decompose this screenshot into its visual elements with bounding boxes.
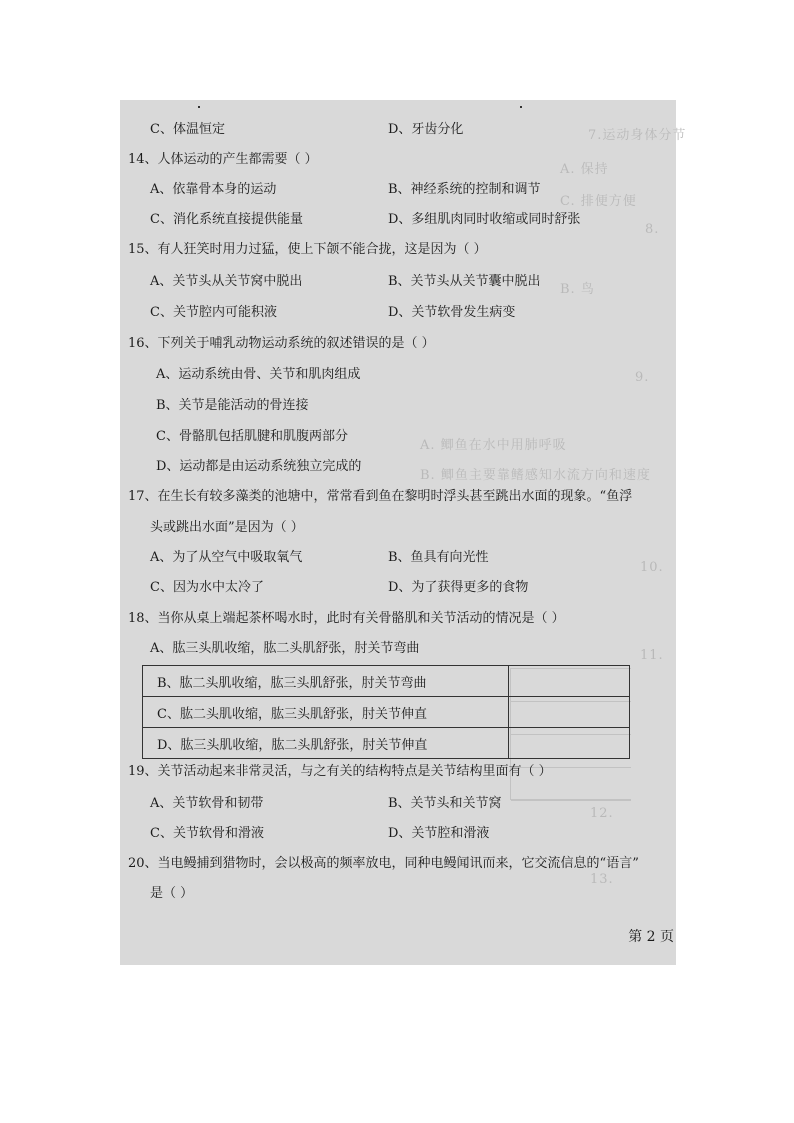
bleed-through-text: B. 鲫鱼主要靠鳍感知水流方向和速度 bbox=[420, 468, 651, 483]
option-d: D、牙齿分化 bbox=[388, 122, 464, 137]
option-b: B、关节头从关节囊中脱出 bbox=[388, 274, 541, 289]
scanned-exam-page bbox=[120, 100, 687, 965]
table-row bbox=[143, 697, 630, 728]
option-c: C、骨骼肌包括肌腱和肌腹两部分 bbox=[156, 429, 348, 444]
option-a: A、关节软骨和韧带 bbox=[150, 796, 264, 811]
option-d: D、多组肌肉同时收缩或同时舒张 bbox=[388, 212, 581, 227]
option-c: C、关节软骨和滑液 bbox=[150, 826, 264, 841]
question-stem-continued: 头或跳出水面”是因为（ ） bbox=[150, 520, 304, 535]
question-stem-continued: 是（ ） bbox=[150, 886, 194, 901]
option-a: A、依靠骨本身的运动 bbox=[150, 182, 277, 197]
option-b: B、鱼具有向光性 bbox=[388, 550, 489, 565]
option-a: A、肱三头肌收缩，肱二头肌舒张，肘关节弯曲 bbox=[150, 641, 420, 656]
option-d: D、运动都是由运动系统独立完成的 bbox=[156, 459, 362, 474]
question-stem: 14、人体运动的产生都需要（ ） bbox=[128, 152, 318, 167]
bleed-through-text: 13. bbox=[590, 872, 614, 887]
option-c: C、体温恒定 bbox=[150, 122, 225, 137]
table-row bbox=[143, 666, 630, 697]
page-number: 第 2 页 bbox=[628, 929, 674, 945]
blank-cell bbox=[509, 666, 630, 697]
question-stem: 15、有人狂笑时用力过猛，使上下颌不能合拢，这是因为（ ） bbox=[128, 242, 487, 257]
options-table bbox=[142, 665, 630, 759]
option-c: C、消化系统直接提供能量 bbox=[150, 212, 303, 227]
bleed-through-text: 11. bbox=[640, 648, 664, 663]
blank-cell bbox=[509, 728, 630, 759]
option-a: A、运动系统由骨、关节和肌肉组成 bbox=[156, 367, 361, 382]
blank-cell bbox=[509, 697, 630, 728]
bleed-through-text: C. 排便方便 bbox=[560, 194, 637, 209]
question-stem: 20、当电鳗捕到猎物时，会以极高的频率放电，同种电鳗闻讯而来，它交流信息的“语言” bbox=[128, 856, 639, 871]
option-b: B、关节是能活动的骨连接 bbox=[156, 398, 309, 413]
option-d: D、为了获得更多的食物 bbox=[388, 580, 529, 595]
bleed-through-text: A. 保持 bbox=[560, 162, 609, 177]
question-stem: 17、在生长有较多藻类的池塘中，常常看到鱼在黎明时浮头甚至跳出水面的现象。“鱼浮 bbox=[128, 489, 633, 504]
option-c: C、关节腔内可能积液 bbox=[150, 305, 277, 320]
option-c: C、肱二头肌收缩，肱三头肌舒张，肘关节伸直 bbox=[143, 697, 509, 728]
table-row bbox=[143, 728, 630, 759]
bleed-through-text: 10. bbox=[640, 560, 664, 575]
bleed-through-text: 8. bbox=[645, 222, 660, 237]
option-b: B、肱二头肌收缩，肱三头肌舒张，肘关节弯曲 bbox=[143, 666, 509, 697]
question-stem: 19、关节活动起来非常灵活，与之有关的结构特点是关节结构里面有（ ） bbox=[128, 764, 552, 779]
option-d: D、关节腔和滑液 bbox=[388, 826, 490, 841]
option-c: C、因为水中太冷了 bbox=[150, 580, 264, 595]
option-a: A、为了从空气中吸取氧气 bbox=[150, 550, 303, 565]
option-a: A、关节头从关节窝中脱出 bbox=[150, 274, 303, 289]
option-b: B、关节头和关节窝 bbox=[388, 796, 502, 811]
bleed-through-text: A. 鲫鱼在水中用肺呼吸 bbox=[420, 438, 567, 453]
option-d: D、关节软骨发生病变 bbox=[388, 305, 516, 320]
option-b: B、神经系统的控制和调节 bbox=[388, 182, 541, 197]
option-d: D、肱三头肌收缩，肱二头肌舒张，肘关节伸直 bbox=[143, 728, 509, 759]
question-stem: 18、当你从桌上端起茶杯喝水时，此时有关骨骼肌和关节活动的情况是（ ） bbox=[128, 611, 565, 626]
bleed-through-text: 7.运动身体分节 bbox=[588, 128, 687, 143]
bleed-through-text: 12. bbox=[590, 806, 614, 821]
bleed-through-text: B. 鸟 bbox=[560, 282, 595, 297]
question-stem: 16、下列关于哺乳动物运动系统的叙述错误的是（ ） bbox=[128, 336, 435, 351]
bleed-through-text: 9. bbox=[635, 370, 650, 385]
